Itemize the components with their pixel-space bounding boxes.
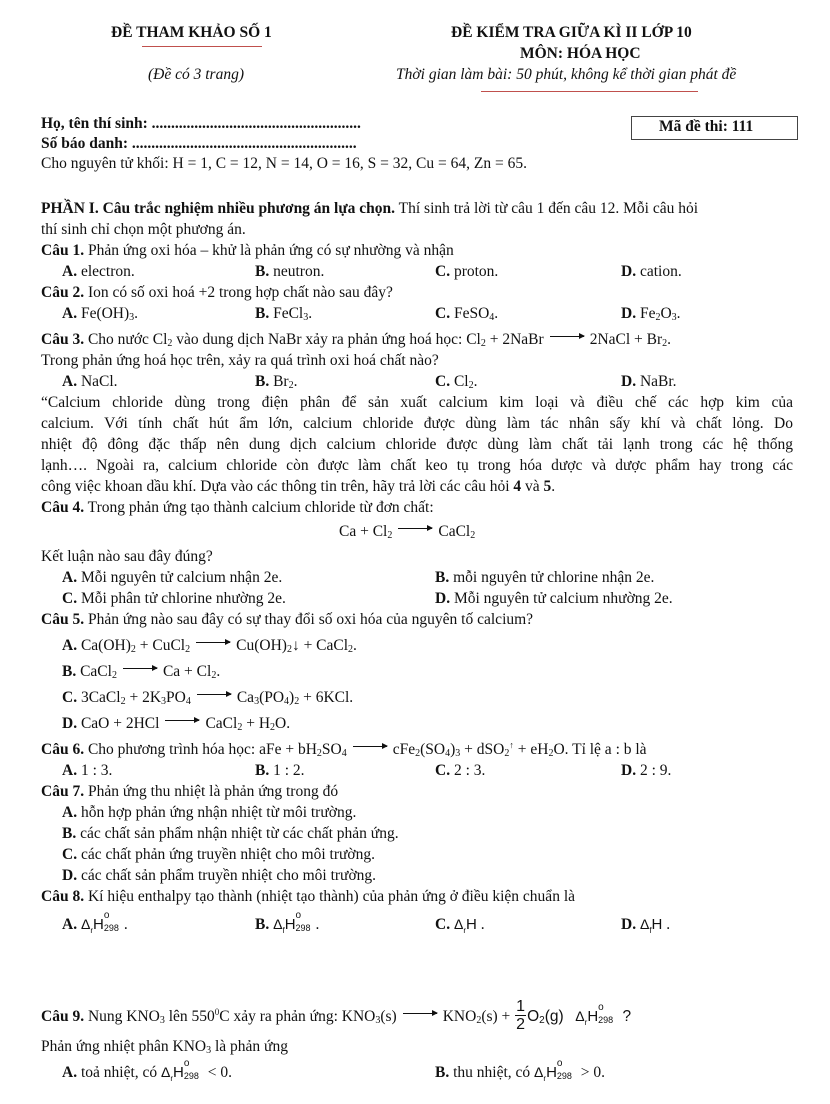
left-title-underline (142, 46, 262, 47)
option-key: C. (62, 846, 78, 863)
option-key: D. (62, 715, 78, 732)
delta-symbol: Δ (639, 916, 650, 932)
subscript: 3 (375, 1015, 381, 1027)
standard-state-mark: o (183, 1058, 190, 1069)
q4-option-b[interactable] (435, 569, 654, 587)
subscript: 2 (415, 748, 421, 759)
question-1 (41, 242, 454, 260)
q2-option-a[interactable] (62, 305, 138, 323)
atomic-masses: Cho nguyên tử khối: H = 1, C = 12, N = 14, O = 16, S = 32, Cu = 64, Zn = 65. (41, 155, 527, 172)
equation-text: CaCl (438, 523, 471, 540)
option-text: . (353, 637, 357, 654)
question-9 (41, 1000, 631, 1035)
q5-option-d[interactable] (62, 715, 290, 733)
option-text: CaCl (76, 663, 112, 680)
option-text: < 0. (203, 1064, 233, 1081)
q4-option-d[interactable] (435, 590, 673, 608)
q6-text: cFe (392, 741, 416, 758)
fraction-numerator: 1 (516, 998, 526, 1015)
option-key: B. (255, 762, 270, 779)
option-text: Mỗi phân tử chlorine nhường 2e. (77, 590, 286, 607)
subscript: r (170, 1074, 174, 1083)
option-key: A. (62, 916, 78, 933)
equation-text: Ca + Cl (339, 523, 388, 540)
option-text: mỗi nguyên tử chlorine nhận 2e. (449, 569, 655, 586)
delta-symbol: Δ (575, 1008, 585, 1025)
q1-option-a[interactable] (62, 263, 135, 281)
option-text: CaCl (205, 715, 238, 732)
option-key: B. (62, 825, 77, 842)
subscript: 2 (120, 696, 126, 707)
option-text: hỗn hợp phản ứng nhận nhiệt từ môi trường. (77, 804, 357, 821)
option-end: . (308, 305, 313, 322)
q2-option-c[interactable] (435, 305, 498, 323)
option-text: Fe(OH) (77, 305, 130, 322)
subscript: 2 (387, 530, 393, 541)
q3-text: vào dung dịch NaBr xảy ra phản ứng hoá học: Cl (172, 331, 481, 348)
option-key: B. (435, 1064, 450, 1081)
reaction-arrow-icon (196, 642, 230, 643)
option-text: > 0. (576, 1064, 606, 1081)
time-note: Thời gian làm bài: 50 phút, không kể thời gian phát đề (396, 66, 737, 83)
enthalpy-symbol: H (546, 1064, 557, 1081)
subscript: f (282, 926, 285, 935)
subscript: f (649, 926, 652, 935)
option-key: A. (62, 305, 78, 322)
option-key: C. (62, 689, 78, 706)
subscript: 3 (303, 312, 309, 323)
reaction-arrow-icon (398, 528, 432, 529)
q6-text: + eH (513, 741, 549, 758)
option-text: Cu(OH) (236, 637, 287, 654)
option-key: B. (255, 916, 270, 933)
subscript: 2 (288, 380, 294, 391)
subscript: 2 (237, 722, 243, 733)
option-text: + CuCl (135, 637, 186, 654)
q6-text: (SO (420, 741, 446, 758)
enthalpy-symbol: H (587, 1008, 599, 1026)
option-text: FeCl (269, 305, 304, 322)
q9-option-b[interactable] (435, 1058, 606, 1083)
subscript: 4 (341, 748, 347, 759)
option-key: B. (62, 663, 77, 680)
q9-option-a[interactable] (62, 1058, 233, 1083)
q6-text: Cho phương trình hóa học: aFe + bH (84, 741, 317, 758)
option-text: Mỗi nguyên tử calcium nhận 2e. (77, 569, 283, 586)
subscript: 3 (161, 696, 167, 707)
q5-option-b[interactable] (62, 663, 220, 681)
option-key: C. (435, 916, 451, 933)
q3-option-d[interactable] (621, 373, 677, 391)
option-key: D. (62, 867, 78, 884)
reaction-arrow-icon (353, 746, 387, 747)
passage-line-1: “Calcium chloride dùng trong điện phân để sản xuất calcium kim loại và điều chế các hợp kim của (41, 394, 793, 411)
q6-option-d[interactable] (621, 762, 671, 780)
temperature-subscript: 298 (598, 1015, 614, 1026)
passage-line-5 (41, 478, 555, 496)
q6-text: + dSO (460, 741, 505, 758)
part1-heading (41, 200, 698, 218)
q9-text: KNO (442, 1008, 477, 1026)
option-key: D. (621, 263, 637, 280)
q2-option-b[interactable] (255, 305, 312, 323)
option-text: ↓ + CaCl (291, 637, 349, 654)
option-text: cation. (636, 263, 682, 280)
q7-option-d[interactable] (62, 867, 376, 885)
option-key: C. (435, 305, 451, 322)
degree-mark: 0 (214, 1007, 220, 1018)
enthalpy-symbol: H (173, 1064, 184, 1081)
enthalpy-symbol: H (465, 916, 477, 933)
q3-option-a[interactable] (62, 373, 118, 391)
option-text: NaBr. (636, 373, 677, 390)
subscript: r (90, 926, 93, 935)
subscript: 4 (284, 696, 290, 707)
q9-text: O (527, 1008, 540, 1026)
q8-option-a[interactable] (62, 910, 128, 935)
left-title: ĐỀ THAM KHẢO SỐ 1 (111, 24, 272, 41)
subscript: 3 (159, 1015, 165, 1027)
option-key: B. (435, 569, 450, 586)
option-end: . (476, 916, 485, 933)
passage-text: và (521, 478, 544, 495)
option-end: . (293, 373, 298, 390)
q8-option-d[interactable] (621, 915, 670, 934)
student-name-field[interactable]: Họ, tên thí sinh: ...................................................... (41, 115, 361, 132)
q5-label: Câu 5. (41, 611, 85, 628)
option-text: O. (275, 715, 291, 732)
subscript: 2 (548, 748, 554, 759)
option-key: D. (621, 916, 637, 933)
q4-option-a[interactable] (62, 569, 282, 587)
subscript: 2 (130, 644, 136, 655)
option-text: NaCl. (77, 373, 118, 390)
subscript: 2 (348, 644, 354, 655)
question-5 (41, 611, 533, 629)
option-text: proton. (450, 263, 499, 280)
subscript: 4 (185, 696, 191, 707)
subscript: 2 (476, 1015, 482, 1027)
option-text: 1 : 2. (269, 762, 305, 779)
option-text: 3CaCl (77, 689, 121, 706)
temperature-subscript: 298 (103, 923, 119, 933)
q5-option-a[interactable] (62, 637, 357, 655)
option-end: . (315, 916, 320, 933)
q6-option-b[interactable] (255, 762, 305, 780)
subscript: 2 (167, 338, 173, 349)
time-note-underline (481, 91, 698, 92)
question-ref: 4 (513, 478, 522, 495)
option-text: + 2K (125, 689, 162, 706)
subscript: 3 (671, 312, 677, 323)
q5-text: Phản ứng nào sau đây có sự thay đổi số oxi hóa của nguyên tố calcium? (84, 611, 534, 628)
option-text: 2 : 3. (450, 762, 486, 779)
q9-text: (s) + (481, 1008, 515, 1026)
option-text: Ca (236, 689, 255, 706)
exam-code: Mã đề thi: 111 (659, 118, 754, 135)
q3-text: Cho nước Cl (84, 331, 168, 348)
q9-text: lên 550 (164, 1008, 215, 1026)
passage-text: công việc khoan dầu khí. Dựa vào các thông tin trên, hãy trả lời các câu hỏi (41, 478, 514, 495)
part1-title: PHẦN I. Câu trắc nghiệm nhiều phương án lựa chọn. (41, 200, 396, 217)
option-text: toả nhiệt, có (77, 1064, 162, 1081)
option-key: C. (62, 590, 78, 607)
q1-option-c[interactable] (435, 263, 498, 281)
option-text: neutron. (269, 263, 325, 280)
delta-symbol: Δ (273, 916, 283, 932)
temperature-subscript: 298 (556, 1071, 572, 1081)
option-key: D. (435, 590, 451, 607)
q3-text: 2NaCl + Br (589, 331, 663, 348)
passage-line-3: nhiệt độ đông đặc thấp nên dung dịch calcium chloride được dùng làm chất tải lạnh trong các hệ thống (41, 436, 793, 453)
reaction-arrow-icon (550, 336, 584, 337)
q8-text: Kí hiệu enthalpy tạo thành (nhiệt tạo thành) của phản ứng ở điều kiện chuẩn là (84, 888, 575, 905)
q3-option-c[interactable] (435, 373, 477, 391)
subscript: 2 (655, 312, 661, 323)
question-8 (41, 888, 575, 906)
option-end: . (676, 305, 681, 322)
reaction-arrow-icon (165, 720, 199, 721)
q3-option-b[interactable] (255, 373, 297, 391)
option-end: . (494, 305, 499, 322)
q6-option-c[interactable] (435, 762, 485, 780)
option-end: . (473, 373, 478, 390)
q9-text: Phản ứng nhiệt phân KNO (41, 1038, 207, 1055)
q6-option-a[interactable] (62, 762, 112, 780)
subscript: 3 (455, 748, 461, 759)
option-text: ) (289, 689, 295, 706)
passage-text: . (551, 478, 556, 495)
delta-symbol: Δ (534, 1064, 544, 1080)
page-count-note: (Đề có 3 trang) (148, 66, 244, 83)
option-key: C. (435, 762, 451, 779)
q2-label: Câu 2. (41, 284, 85, 301)
q9-text: C xảy ra phản ứng: KNO (219, 1008, 376, 1026)
reaction-arrow-icon (403, 1013, 437, 1014)
option-text: . (216, 663, 221, 680)
option-text: O (660, 305, 672, 322)
standard-state-mark: o (295, 910, 302, 921)
option-key: A. (62, 804, 78, 821)
question-3 (41, 331, 671, 349)
option-text: các chất phản ứng truyền nhiệt cho môi trường. (77, 846, 375, 863)
q6-text: O. Tỉ lệ a : b là (553, 741, 647, 758)
option-text: + 6KCl. (299, 689, 354, 706)
option-key: A. (62, 373, 78, 390)
option-key: A. (62, 637, 78, 654)
option-text: các chất sản phẩm nhận nhiệt từ các chất phản ứng. (76, 825, 399, 842)
enthalpy-symbol: H (651, 916, 663, 933)
subscript: 2 (662, 338, 668, 349)
q4-option-c[interactable] (62, 590, 286, 608)
question-6 (41, 741, 647, 759)
subscript: 2 (294, 696, 300, 707)
subscript: 2 (480, 338, 486, 349)
option-text: Cl (450, 373, 469, 390)
delta-symbol: Δ (80, 916, 91, 932)
q1-text: Phản ứng oxi hóa – khử là phản ứng có sự nhường và nhận (84, 242, 454, 259)
option-key: A. (62, 1064, 78, 1081)
part1-instruction-2: thí sinh chỉ chọn một phương án. (41, 221, 246, 238)
subscript: r (584, 1018, 588, 1028)
q4-label: Câu 4. (41, 499, 85, 516)
option-key: D. (621, 305, 637, 322)
student-id-field[interactable]: Số báo danh: .......................................................... (41, 135, 357, 152)
q7-label: Câu 7. (41, 783, 85, 800)
q4-text: Trong phản ứng tạo thành calcium chloride từ đơn chất: (84, 499, 434, 516)
subscript: 2 (111, 670, 117, 681)
option-key: C. (435, 373, 451, 390)
option-key: A. (62, 762, 78, 779)
option-text: Ca(OH) (77, 637, 131, 654)
subject-title: MÔN: HÓA HỌC (520, 45, 641, 62)
q9-text: là phản ứng (211, 1038, 288, 1055)
q3-text: . (667, 331, 672, 348)
q4-line-2: Kết luận nào sau đây đúng? (41, 548, 213, 565)
q7-option-a[interactable] (62, 804, 356, 822)
delta-symbol: Δ (161, 1064, 171, 1080)
option-end: . (662, 916, 671, 933)
subscript: 2 (468, 380, 474, 391)
option-text: thu nhiệt, có (449, 1064, 535, 1081)
passage-line-4: lạnh…. Ngoài ra, calcium chloride còn được làm chất keo tụ trong hóa dược và dược phẩm hay trong các (41, 457, 793, 474)
enthalpy-symbol: H (284, 916, 296, 933)
option-text: Fe (636, 305, 656, 322)
option-key: D. (621, 762, 637, 779)
option-text: CaO + 2HCl (77, 715, 160, 732)
q7-option-b[interactable] (62, 825, 399, 843)
subscript: 3 (254, 696, 260, 707)
q1-option-b[interactable] (255, 263, 324, 281)
q9-text: Nung KNO (84, 1008, 160, 1026)
standard-state-mark: o (598, 1002, 604, 1014)
subscript: 2 (539, 1015, 545, 1027)
option-text: các chất sản phẩm truyền nhiệt cho môi trường. (77, 867, 377, 884)
option-text: Mỗi nguyên tử calcium nhường 2e. (450, 590, 673, 607)
subscript: 2 (470, 530, 476, 541)
q2-option-d[interactable] (621, 305, 681, 323)
q4-equation (339, 523, 475, 541)
option-end: . (134, 305, 139, 322)
q9-question-mark: ? (618, 1008, 632, 1026)
question-4 (41, 499, 434, 517)
q8-option-b[interactable] (255, 910, 320, 935)
q3-label: Câu 3. (41, 331, 85, 348)
q5-option-c[interactable] (62, 689, 353, 707)
q9-line-2 (41, 1038, 288, 1056)
subscript: 2 (286, 644, 292, 655)
subscript: 4 (445, 748, 451, 759)
option-text: 1 : 3. (77, 762, 113, 779)
q1-label: Câu 1. (41, 242, 85, 259)
gas-arrow-icon: ↑ (509, 740, 514, 750)
q7-option-c[interactable] (62, 846, 375, 864)
subscript: 3 (206, 1045, 212, 1056)
subscript: 2 (185, 644, 191, 655)
reaction-arrow-icon (123, 668, 157, 669)
option-text: 2 : 9. (636, 762, 672, 779)
enthalpy-symbol: H (92, 916, 104, 933)
option-key: B. (255, 305, 270, 322)
question-2 (41, 284, 393, 302)
option-text: electron. (77, 263, 135, 280)
subscript: 4 (489, 312, 495, 323)
exam-title: ĐỀ KIỂM TRA GIỮA KÌ II LỚP 10 (451, 24, 692, 41)
option-key: A. (62, 263, 78, 280)
q1-option-d[interactable] (621, 263, 682, 281)
question-ref: 5 (543, 478, 552, 495)
subscript: 3 (129, 312, 135, 323)
q8-label: Câu 8. (41, 888, 85, 905)
question-7 (41, 783, 338, 801)
option-text: Br (269, 373, 289, 390)
reaction-arrow-icon (197, 694, 231, 695)
fraction-one-half (515, 998, 526, 1033)
subscript: r (543, 1074, 547, 1083)
option-text: PO (166, 689, 186, 706)
q9-label: Câu 9. (41, 1008, 85, 1026)
option-text: FeSO (450, 305, 490, 322)
q6-text: SO (321, 741, 342, 758)
option-end: . (123, 916, 128, 933)
q9-text: (s) (380, 1008, 397, 1026)
q9-text: (g) (544, 1008, 564, 1026)
temperature-subscript: 298 (183, 1071, 199, 1081)
subscript: 2 (504, 748, 510, 759)
option-text: + H (242, 715, 271, 732)
part1-instruction: Thí sinh trả lời từ câu 1 đến câu 12. Mỗi câu hỏi (395, 200, 699, 217)
option-key: D. (621, 373, 637, 390)
option-key: A. (62, 569, 78, 586)
q8-option-c[interactable] (435, 915, 485, 934)
option-text: (PO (259, 689, 285, 706)
standard-state-mark: o (103, 910, 110, 921)
q2-text: Ion có số oxi hoá +2 trong hợp chất nào sau đây? (84, 284, 393, 301)
option-text: Ca + Cl (162, 663, 212, 680)
q3-text: + 2NaBr (485, 331, 544, 348)
subscript: 2 (270, 722, 276, 733)
temperature-subscript: 298 (295, 923, 311, 933)
fraction-denominator: 2 (516, 1016, 526, 1033)
standard-state-mark: o (556, 1058, 563, 1069)
subscript: 2 (211, 670, 217, 681)
q6-label: Câu 6. (41, 741, 85, 758)
q3-line-2: Trong phản ứng hoá học trên, xảy ra quá trình oxi hoá chất nào? (41, 352, 439, 369)
subscript: r (463, 926, 466, 935)
option-key: C. (435, 263, 451, 280)
option-key: B. (255, 373, 270, 390)
q6-text: ) (450, 741, 456, 758)
subscript: 2 (316, 748, 322, 759)
option-key: B. (255, 263, 270, 280)
passage-line-2: calcium. Với tính chất hút ẩm lớn, calcium chloride được dùng làm tác nhân sấy khí và chất lỏng. Do (41, 415, 793, 432)
delta-symbol: Δ (453, 916, 464, 932)
q7-text: Phản ứng thu nhiệt là phản ứng trong đó (84, 783, 339, 800)
